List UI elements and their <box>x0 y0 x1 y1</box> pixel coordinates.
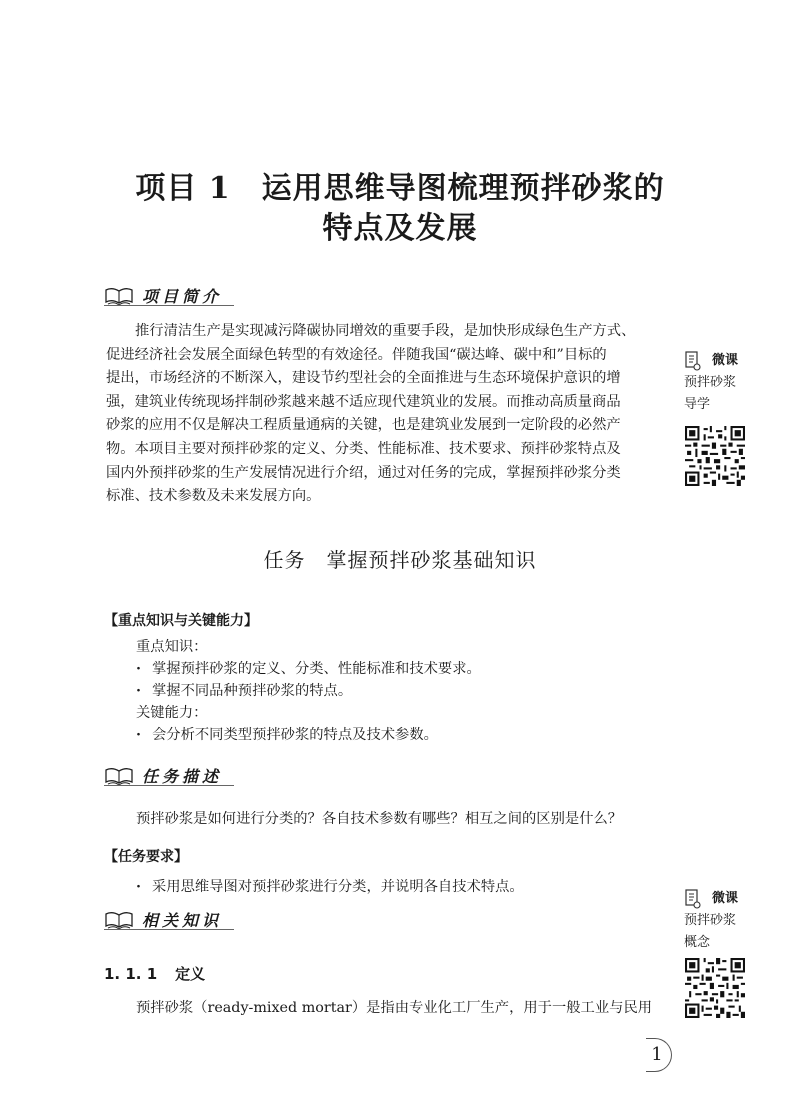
key-knowledge-heading: 【重点知识与关键能力】 <box>104 613 258 629</box>
intro-heading-rule <box>104 305 234 306</box>
task-requirement-list <box>136 876 666 898</box>
qr-code-icon[interactable] <box>685 426 745 486</box>
intro-line: 强，建筑业传统现场拌制砂浆越来越不适应现代建筑业的发展。而推动高质量商品 <box>106 393 621 410</box>
intro-heading-label: 项目简介 <box>142 286 223 306</box>
micro-lesson-line2: 概念 <box>684 935 711 950</box>
page-title-line2: 特点及发展 <box>322 211 478 246</box>
page-title-line1: 项目 1 运用思维导图梳理预拌砂浆的 <box>135 171 665 206</box>
micro-lesson-note-1 <box>684 350 794 416</box>
micro-lesson-line1: 预拌砂浆 <box>684 913 737 928</box>
intro-line: 提出，市场经济的不断深入，建设节约型社会的全面推进与生态环境保护意识的增 <box>106 370 621 387</box>
document-icon <box>684 351 702 371</box>
task-title: 任务 掌握预拌砂浆基础知识 <box>263 548 537 572</box>
intro-line: 砂浆的应用不仅是解决工程质量通病的关键，也是建筑业发展到一定阶段的必然产 <box>106 417 621 434</box>
open-book-icon <box>104 284 134 306</box>
task-requirement-heading: 【任务要求】 <box>104 849 188 865</box>
intro-line: 促进经济社会发展全面绿色转型的有效途径。伴随我国“碳达峰、碳中和”目标的 <box>106 346 607 363</box>
subsection-title: 定义 <box>175 965 206 983</box>
intro-line: 标准、技术参数及未来发展方向。 <box>106 488 321 505</box>
definition-paragraph: 预拌砂浆（ready-mixed mortar）是指由专业化工厂生产，用于一般工业与民用 <box>136 1000 653 1016</box>
intro-line: 物。本项目主要对预拌砂浆的定义、分类、性能标准、技术要求、预拌砂浆特点及 <box>106 440 621 457</box>
ability-label: 关键能力： <box>136 705 208 721</box>
desc-heading-label: 任务描述 <box>142 766 223 786</box>
desc-heading-rule <box>104 785 234 786</box>
task-description: 预拌砂浆是如何进行分类的？各自技术参数有哪些？相互之间的区别是什么？ <box>136 811 623 827</box>
micro-lesson-note-2 <box>684 888 794 954</box>
micro-lesson-line2: 导学 <box>684 397 711 412</box>
intro-line: 推行清洁生产是实现减污降碳协同增效的重要手段，是加快形成绿色生产方式、 <box>135 323 636 339</box>
open-book-icon <box>104 908 134 930</box>
intro-line: 国内外预拌砂浆的生产发展情况进行介绍，通过对任务的完成，掌握预拌砂浆分类 <box>106 464 621 481</box>
list-item: · 掌握预拌砂浆的定义、分类、性能标准和技术要求。 <box>136 658 666 680</box>
knowledge-label: 重点知识： <box>136 639 208 655</box>
micro-lesson-tag: 微课 <box>712 891 739 906</box>
subsection-number: 1. 1. 1 <box>104 965 158 983</box>
list-item: · 采用思维导图对预拌砂浆进行分类，并说明各自技术特点。 <box>136 876 666 898</box>
related-heading-label: 相关知识 <box>142 910 223 930</box>
micro-lesson-line1: 预拌砂浆 <box>684 375 737 390</box>
page-number: 1 <box>651 1044 663 1065</box>
list-item: · 会分析不同类型预拌砂浆的特点及技术参数。 <box>136 724 666 746</box>
subsection-heading <box>104 963 205 984</box>
open-book-icon <box>104 764 134 786</box>
list-item: · 掌握不同品种预拌砂浆的特点。 <box>136 680 666 702</box>
document-icon <box>684 889 702 909</box>
related-heading-rule <box>104 929 234 930</box>
key-knowledge-list <box>136 636 666 746</box>
intro-paragraph <box>106 320 672 509</box>
qr-code-icon[interactable] <box>685 958 745 1018</box>
micro-lesson-tag: 微课 <box>712 353 739 368</box>
